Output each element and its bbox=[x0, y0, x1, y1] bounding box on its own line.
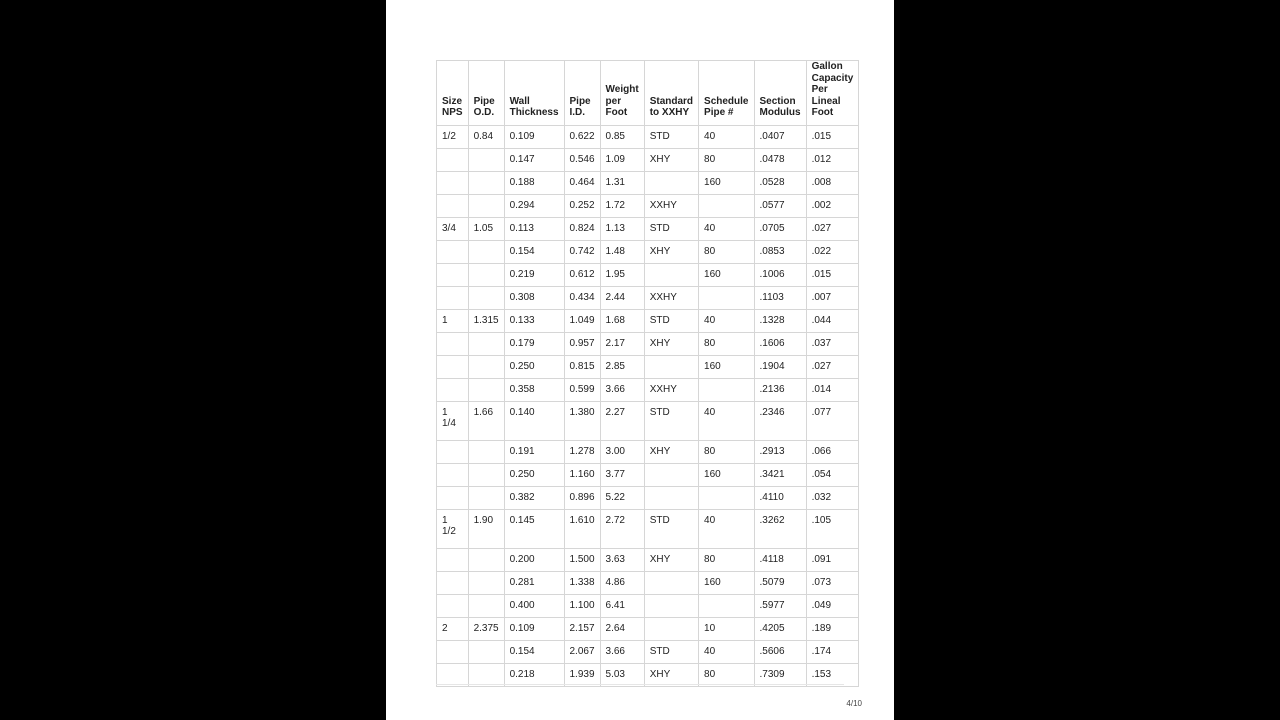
table-cell bbox=[644, 463, 698, 486]
table-cell: 160 bbox=[699, 463, 754, 486]
table-cell: 40 bbox=[699, 401, 754, 440]
table-cell: 160 bbox=[699, 355, 754, 378]
table-cell: .091 bbox=[806, 548, 859, 571]
table-cell: 0.281 bbox=[504, 571, 564, 594]
table-cell: 0.400 bbox=[504, 594, 564, 617]
table-cell bbox=[437, 378, 469, 401]
table-cell: .5977 bbox=[754, 594, 806, 617]
table-cell: .027 bbox=[806, 217, 859, 240]
table-cell: 4.86 bbox=[600, 571, 644, 594]
table-cell: 3.66 bbox=[600, 378, 644, 401]
table-cell: .2136 bbox=[754, 378, 806, 401]
table-row bbox=[437, 148, 859, 171]
table-cell: 0.84 bbox=[468, 125, 504, 148]
table-cell: .0577 bbox=[754, 194, 806, 217]
column-header: Standard to XXHY bbox=[644, 61, 698, 126]
table-cell: 0.200 bbox=[504, 548, 564, 571]
table-cell: .5079 bbox=[754, 571, 806, 594]
table-cell: 0.294 bbox=[504, 194, 564, 217]
table-cell: 40 bbox=[699, 125, 754, 148]
table-cell: 0.308 bbox=[504, 286, 564, 309]
table-cell: XXHY bbox=[644, 378, 698, 401]
table-cell: XHY bbox=[644, 548, 698, 571]
table-cell: .0705 bbox=[754, 217, 806, 240]
table-cell bbox=[699, 194, 754, 217]
table-cell: 0.612 bbox=[564, 263, 600, 286]
table-cell: 0.154 bbox=[504, 640, 564, 663]
table-cell: 0.824 bbox=[564, 217, 600, 240]
table-cell: 1.338 bbox=[564, 571, 600, 594]
table-row bbox=[437, 663, 859, 686]
table-cell: 0.546 bbox=[564, 148, 600, 171]
table-cell: .4110 bbox=[754, 486, 806, 509]
table-cell: .049 bbox=[806, 594, 859, 617]
table-cell: .054 bbox=[806, 463, 859, 486]
table-cell bbox=[437, 663, 469, 686]
table-cell: .1006 bbox=[754, 263, 806, 286]
table-cell: 1.380 bbox=[564, 401, 600, 440]
table-cell: 80 bbox=[699, 663, 754, 686]
table-cell bbox=[468, 194, 504, 217]
table-row bbox=[437, 548, 859, 571]
table-cell: 0.252 bbox=[564, 194, 600, 217]
table-cell: 5.22 bbox=[600, 486, 644, 509]
table-row bbox=[437, 355, 859, 378]
table-cell: .3421 bbox=[754, 463, 806, 486]
table-cell: 1.48 bbox=[600, 240, 644, 263]
table-cell: 1.278 bbox=[564, 440, 600, 463]
table-cell: .044 bbox=[806, 309, 859, 332]
table-cell: 0.622 bbox=[564, 125, 600, 148]
table-cell: 2.375 bbox=[468, 617, 504, 640]
table-cell: .0407 bbox=[754, 125, 806, 148]
table-cell: .1103 bbox=[754, 286, 806, 309]
table-cell: .012 bbox=[806, 148, 859, 171]
document-page bbox=[386, 0, 894, 720]
table-cell bbox=[437, 440, 469, 463]
table-cell: 1.05 bbox=[468, 217, 504, 240]
table-cell: STD bbox=[644, 309, 698, 332]
table-cell: 0.154 bbox=[504, 240, 564, 263]
table-cell: 40 bbox=[699, 640, 754, 663]
table-cell: 0.113 bbox=[504, 217, 564, 240]
table-cell: 2.27 bbox=[600, 401, 644, 440]
table-cell: 40 bbox=[699, 309, 754, 332]
table-cell bbox=[468, 571, 504, 594]
table-cell bbox=[437, 194, 469, 217]
table-cell: 0.464 bbox=[564, 171, 600, 194]
table-cell bbox=[468, 548, 504, 571]
table-cell: STD bbox=[644, 401, 698, 440]
table-cell bbox=[437, 148, 469, 171]
table-cell bbox=[468, 663, 504, 686]
column-header: Weight per Foot bbox=[600, 61, 644, 126]
table-cell: STD bbox=[644, 125, 698, 148]
table-row bbox=[437, 401, 859, 440]
table-cell: .027 bbox=[806, 355, 859, 378]
table-cell: XHY bbox=[644, 440, 698, 463]
table-cell bbox=[468, 463, 504, 486]
bottom-divider bbox=[436, 684, 844, 685]
table-cell: 1.90 bbox=[468, 509, 504, 548]
table-cell: .105 bbox=[806, 509, 859, 548]
table-cell bbox=[468, 332, 504, 355]
table-cell: 2.72 bbox=[600, 509, 644, 548]
column-header: Section Modulus bbox=[754, 61, 806, 126]
table-cell: STD bbox=[644, 509, 698, 548]
table-cell: 1.68 bbox=[600, 309, 644, 332]
table-cell: 40 bbox=[699, 509, 754, 548]
column-header: Pipe O.D. bbox=[468, 61, 504, 126]
table-cell: .189 bbox=[806, 617, 859, 640]
table-cell: .015 bbox=[806, 263, 859, 286]
table-cell: 80 bbox=[699, 440, 754, 463]
table-cell: 2.067 bbox=[564, 640, 600, 663]
table-row bbox=[437, 440, 859, 463]
table-cell: 80 bbox=[699, 548, 754, 571]
table-cell bbox=[644, 263, 698, 286]
table-row bbox=[437, 571, 859, 594]
table-cell: .002 bbox=[806, 194, 859, 217]
table-cell: .1328 bbox=[754, 309, 806, 332]
table-cell: 1.31 bbox=[600, 171, 644, 194]
table-cell bbox=[437, 548, 469, 571]
table-cell bbox=[468, 240, 504, 263]
table-cell: 0.896 bbox=[564, 486, 600, 509]
table-cell: .015 bbox=[806, 125, 859, 148]
table-cell bbox=[437, 571, 469, 594]
table-cell: .007 bbox=[806, 286, 859, 309]
table-cell: 0.250 bbox=[504, 355, 564, 378]
table-cell: STD bbox=[644, 217, 698, 240]
table-row bbox=[437, 263, 859, 286]
table-cell: 1.95 bbox=[600, 263, 644, 286]
table-cell: 1.939 bbox=[564, 663, 600, 686]
table-row bbox=[437, 332, 859, 355]
table-row bbox=[437, 509, 859, 548]
column-header: Wall Thickness bbox=[504, 61, 564, 126]
table-cell bbox=[468, 355, 504, 378]
table-cell: 2.85 bbox=[600, 355, 644, 378]
table-row bbox=[437, 640, 859, 663]
table-cell: .0853 bbox=[754, 240, 806, 263]
table-cell: 2.64 bbox=[600, 617, 644, 640]
table-cell bbox=[468, 594, 504, 617]
table-header-row bbox=[437, 61, 859, 126]
table-cell: 3/4 bbox=[437, 217, 469, 240]
table-cell bbox=[437, 171, 469, 194]
table-row bbox=[437, 240, 859, 263]
table-cell: 1.09 bbox=[600, 148, 644, 171]
table-body bbox=[437, 125, 859, 686]
table-cell bbox=[699, 486, 754, 509]
table-cell: 0.179 bbox=[504, 332, 564, 355]
table-cell: .037 bbox=[806, 332, 859, 355]
table-cell: 0.218 bbox=[504, 663, 564, 686]
table-cell bbox=[699, 594, 754, 617]
table-cell bbox=[468, 263, 504, 286]
table-cell: 0.133 bbox=[504, 309, 564, 332]
table-cell: 0.358 bbox=[504, 378, 564, 401]
table-cell: .077 bbox=[806, 401, 859, 440]
table-cell: .0528 bbox=[754, 171, 806, 194]
table-cell bbox=[644, 171, 698, 194]
table-cell: 0.140 bbox=[504, 401, 564, 440]
column-header: Pipe I.D. bbox=[564, 61, 600, 126]
table-cell bbox=[437, 486, 469, 509]
table-cell: 1.72 bbox=[600, 194, 644, 217]
table-cell: 3.00 bbox=[600, 440, 644, 463]
table-cell bbox=[644, 355, 698, 378]
table-cell bbox=[437, 594, 469, 617]
table-cell: 10 bbox=[699, 617, 754, 640]
table-cell bbox=[699, 378, 754, 401]
table-row bbox=[437, 194, 859, 217]
page-indicator: 4/10 bbox=[846, 699, 862, 708]
table-cell: 1.100 bbox=[564, 594, 600, 617]
table-cell: 160 bbox=[699, 171, 754, 194]
table-row bbox=[437, 617, 859, 640]
table-cell: 0.191 bbox=[504, 440, 564, 463]
table-cell: 5.03 bbox=[600, 663, 644, 686]
table-cell: 160 bbox=[699, 571, 754, 594]
table-cell: 3.77 bbox=[600, 463, 644, 486]
table-cell bbox=[468, 378, 504, 401]
table-cell: XHY bbox=[644, 148, 698, 171]
table-cell bbox=[644, 617, 698, 640]
table-cell: 0.147 bbox=[504, 148, 564, 171]
table-cell bbox=[437, 640, 469, 663]
pipe-schedule-table bbox=[436, 60, 859, 687]
table-cell: 1.66 bbox=[468, 401, 504, 440]
column-header: Gallon Capacity Per Lineal Foot bbox=[806, 61, 859, 126]
table-cell bbox=[437, 286, 469, 309]
table-cell: 0.109 bbox=[504, 617, 564, 640]
table-cell bbox=[644, 486, 698, 509]
table-cell bbox=[437, 355, 469, 378]
table-cell: 0.109 bbox=[504, 125, 564, 148]
table-cell: .3262 bbox=[754, 509, 806, 548]
table-cell: .008 bbox=[806, 171, 859, 194]
table-cell: .1606 bbox=[754, 332, 806, 355]
table-cell: .153 bbox=[806, 663, 859, 686]
table-cell: 0.145 bbox=[504, 509, 564, 548]
table-cell: 80 bbox=[699, 148, 754, 171]
table-cell: 0.599 bbox=[564, 378, 600, 401]
table-cell: 80 bbox=[699, 332, 754, 355]
table-cell: 3.66 bbox=[600, 640, 644, 663]
table-cell: 1.315 bbox=[468, 309, 504, 332]
table-cell bbox=[468, 286, 504, 309]
table-cell: 0.219 bbox=[504, 263, 564, 286]
table-cell: .014 bbox=[806, 378, 859, 401]
table-cell: 2.157 bbox=[564, 617, 600, 640]
table-cell: 0.188 bbox=[504, 171, 564, 194]
table-cell: .032 bbox=[806, 486, 859, 509]
table-cell bbox=[437, 332, 469, 355]
table-cell: 1 bbox=[437, 309, 469, 332]
table-cell: .174 bbox=[806, 640, 859, 663]
table-cell: .0478 bbox=[754, 148, 806, 171]
table-cell: 3.63 bbox=[600, 548, 644, 571]
table-cell bbox=[468, 440, 504, 463]
table-row bbox=[437, 594, 859, 617]
table-row bbox=[437, 486, 859, 509]
table-cell: XXHY bbox=[644, 194, 698, 217]
table-cell: 0.85 bbox=[600, 125, 644, 148]
table-cell: .2913 bbox=[754, 440, 806, 463]
table-cell bbox=[437, 263, 469, 286]
table-cell bbox=[644, 571, 698, 594]
table-cell: .2346 bbox=[754, 401, 806, 440]
table-row bbox=[437, 217, 859, 240]
column-header: Schedule Pipe # bbox=[699, 61, 754, 126]
table-cell: STD bbox=[644, 640, 698, 663]
table-cell: 1/2 bbox=[437, 125, 469, 148]
table-cell: .066 bbox=[806, 440, 859, 463]
table-cell: 1.500 bbox=[564, 548, 600, 571]
table-cell: 1 1/2 bbox=[437, 509, 469, 548]
table-cell bbox=[468, 640, 504, 663]
table-cell: .4205 bbox=[754, 617, 806, 640]
table-cell: 0.434 bbox=[564, 286, 600, 309]
table-cell bbox=[437, 240, 469, 263]
table-cell: 0.815 bbox=[564, 355, 600, 378]
table-cell: 2 bbox=[437, 617, 469, 640]
table-cell bbox=[468, 171, 504, 194]
table-cell: 1.049 bbox=[564, 309, 600, 332]
table-row bbox=[437, 378, 859, 401]
table-cell: 2.17 bbox=[600, 332, 644, 355]
table-cell: XXHY bbox=[644, 286, 698, 309]
table-row bbox=[437, 286, 859, 309]
column-header: Size NPS bbox=[437, 61, 469, 126]
table-viewport bbox=[436, 60, 854, 680]
table-cell: XHY bbox=[644, 332, 698, 355]
table-cell: 1.160 bbox=[564, 463, 600, 486]
table-cell: 0.250 bbox=[504, 463, 564, 486]
table-cell bbox=[644, 594, 698, 617]
table-cell: 40 bbox=[699, 217, 754, 240]
table-cell bbox=[468, 148, 504, 171]
table-row bbox=[437, 463, 859, 486]
table-cell: .073 bbox=[806, 571, 859, 594]
table-cell: XHY bbox=[644, 663, 698, 686]
table-cell: 6.41 bbox=[600, 594, 644, 617]
table-cell: .022 bbox=[806, 240, 859, 263]
table-cell: 0.382 bbox=[504, 486, 564, 509]
table-cell bbox=[437, 463, 469, 486]
table-cell: XHY bbox=[644, 240, 698, 263]
table-cell: 160 bbox=[699, 263, 754, 286]
table-cell: 1 1/4 bbox=[437, 401, 469, 440]
table-cell: .4118 bbox=[754, 548, 806, 571]
table-cell: 1.610 bbox=[564, 509, 600, 548]
table-cell: 0.957 bbox=[564, 332, 600, 355]
table-cell bbox=[468, 486, 504, 509]
table-row bbox=[437, 125, 859, 148]
table-cell: .5606 bbox=[754, 640, 806, 663]
table-cell: .7309 bbox=[754, 663, 806, 686]
table-cell: 2.44 bbox=[600, 286, 644, 309]
table-row bbox=[437, 171, 859, 194]
table-cell: 80 bbox=[699, 240, 754, 263]
table-cell: .1904 bbox=[754, 355, 806, 378]
table-cell: 1.13 bbox=[600, 217, 644, 240]
table-cell: 0.742 bbox=[564, 240, 600, 263]
table-cell bbox=[699, 286, 754, 309]
table-row bbox=[437, 309, 859, 332]
